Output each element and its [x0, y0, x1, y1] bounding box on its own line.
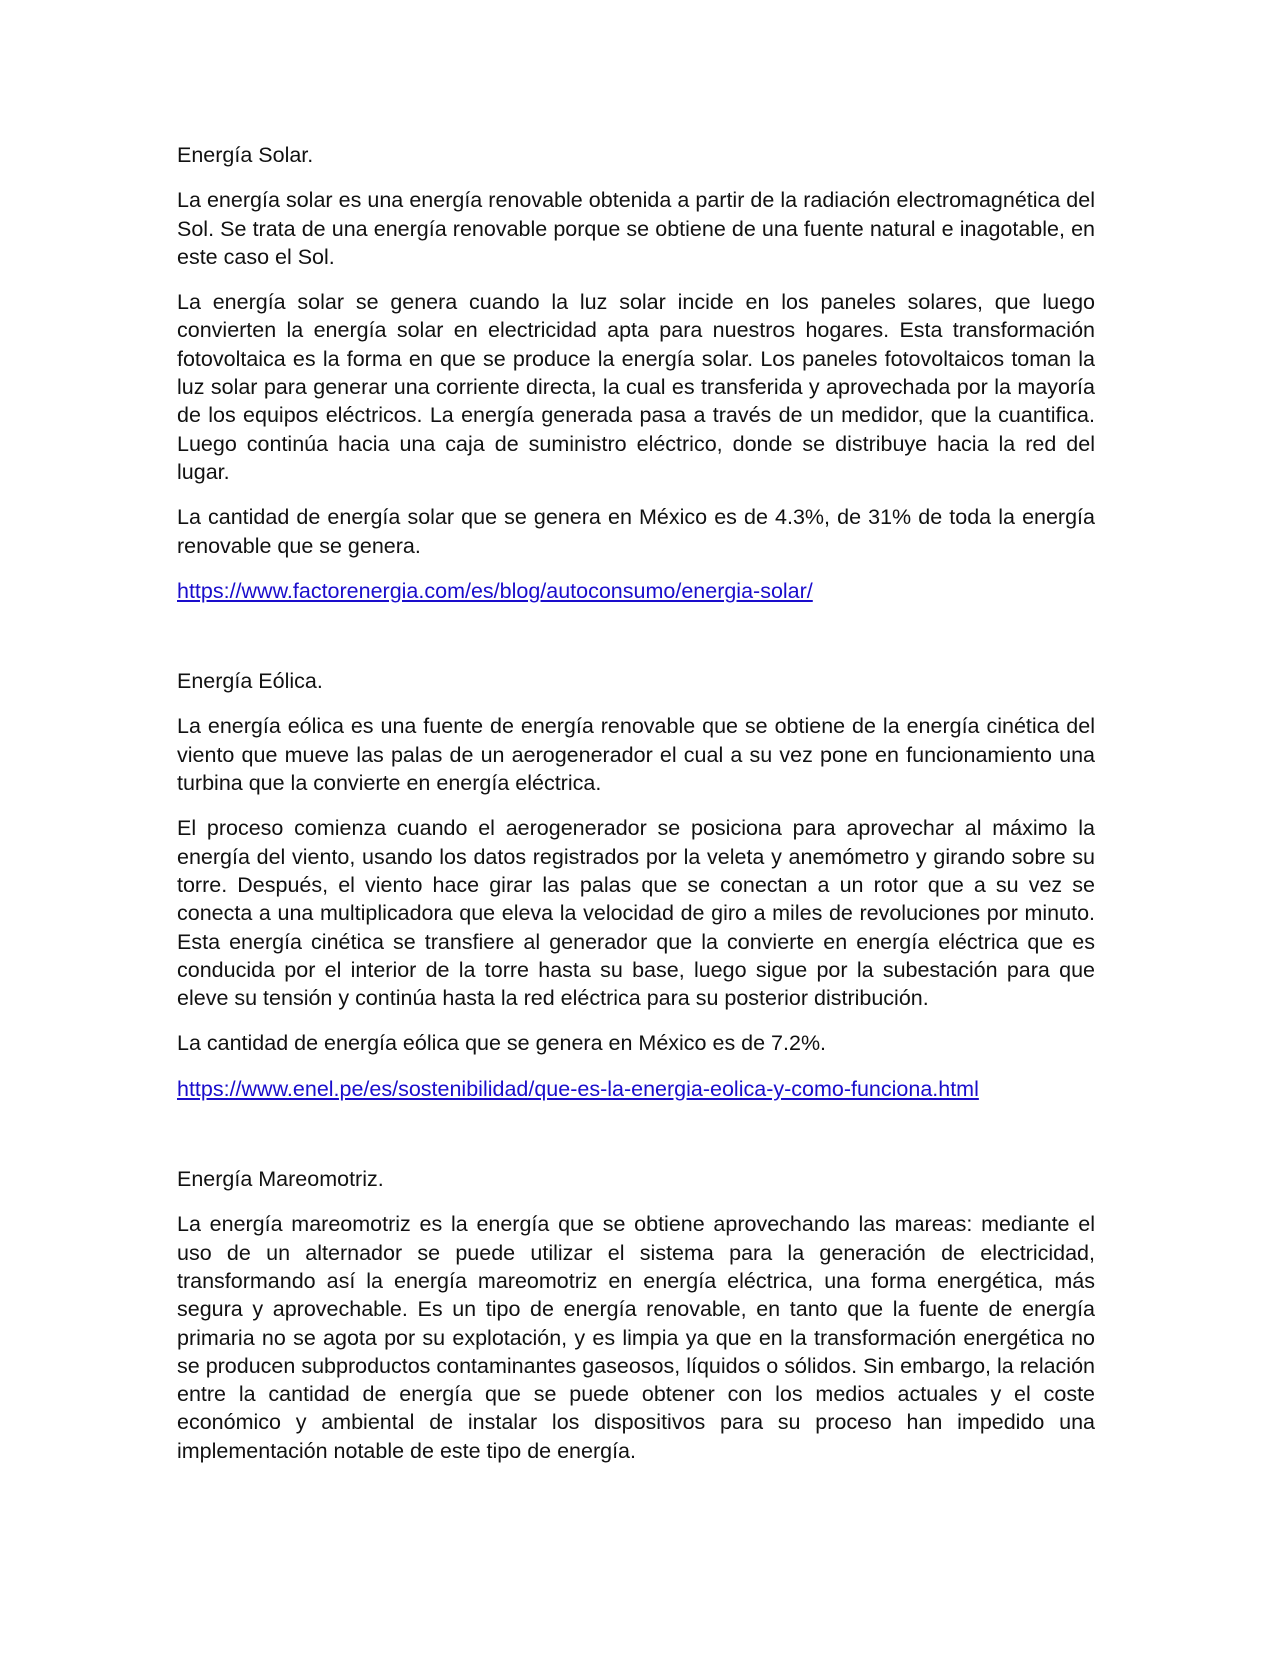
- source-link-solar[interactable]: https://www.factorenergia.com/es/blog/autoconsumo/energia-solar/: [177, 578, 813, 603]
- paragraph: La energía solar se genera cuando la luz solar incide en los paneles solares, que luego convierten la energía solar en electricidad apta para nuestros hogares. Esta transformación fotovoltaica es la forma en que se produce la energía solar. Los paneles fotovoltaicos toman la luz solar para generar una corriente directa, la cual es transferida y aprovechada por la mayoría de los equipos eléctricos. La energía generada pasa a través de un medidor, que la cuantifica. Luego continúa hacia una caja de suministro eléctrico, donde se distribuye hacia la red del lugar.: [177, 290, 1095, 484]
- section-title: Energía Mareomotriz.: [177, 1167, 384, 1192]
- section-spacer: [177, 1103, 1095, 1165]
- paragraph: El proceso comienza cuando el aerogenerador se posiciona para aprovechar al máximo la energía del viento, usando los datos registrados por la veleta y anemómetro y girando sobre su torre. Después, el viento hace girar las palas que se conectan a un rotor que a su vez se conecta a una multiplicadora que eleva la velocidad de giro a miles de revoluciones por minuto. Esta energía cinética se transfiere al generador que la convierte en energía eléctrica que es conducida por el interior de la torre hasta su base, luego sigue por la subestación para que eleve su tensión y continúa hasta la red eléctrica para su posterior distribución.: [177, 816, 1095, 1011]
- paragraph: La energía mareomotriz es la energía que se obtiene aprovechando las mareas: mediante el uso de un alternador se puede utilizar el sistema para la generación de electricidad, transformando así la energía mareomotriz en energía eléctrica, una forma energética, más segura y aprovechable. Es un tipo de energía renovable, en tanto que la fuente de energía primaria no se agota por su explotación, y es limpia ya que en la transformación energética no se producen subproductos contaminantes gaseosos, líquidos o sólidos. Sin embargo, la relación entre la cantidad de energía que se puede obtener con los medios actuales y el coste económico y ambiental de instalar los dispositivos para su proceso han impedido una implementación notable de este tipo de energía.: [177, 1212, 1095, 1463]
- paragraph: La energía eólica es una fuente de energía renovable que se obtiene de la energía cinética del viento que mueve las palas de un aerogenerador el cual a su vez pone en funcionamiento una turbina que la convierte en energía eléctrica.: [177, 714, 1095, 796]
- section-eolica: [177, 667, 1095, 1103]
- source-link-line: [177, 577, 1095, 605]
- section-spacer: [177, 605, 1095, 667]
- paragraph: La cantidad de energía eólica que se genera en México es de 7.2%.: [177, 1031, 827, 1056]
- source-link-eolica[interactable]: https://www.enel.pe/es/sostenibilidad/que-es-la-energia-eolica-y-como-funciona.html: [177, 1076, 979, 1101]
- section-title: Energía Eólica.: [177, 669, 323, 694]
- section-solar: [177, 141, 1095, 605]
- paragraph: La cantidad de energía solar que se genera en México es de 4.3%, de 31% de toda la energía renovable que se genera.: [177, 505, 1095, 558]
- section-title: Energía Solar.: [177, 143, 314, 167]
- paragraph: La energía solar es una energía renovable obtenida a partir de la radiación electromagnética del Sol. Se trata de una energía renovable porque se obtiene de una fuente natural e inagotable, en este caso el Sol.: [177, 188, 1095, 269]
- document-page: [177, 141, 1095, 1482]
- section-mareomotriz: [177, 1165, 1095, 1465]
- source-link-line: [177, 1075, 1095, 1103]
